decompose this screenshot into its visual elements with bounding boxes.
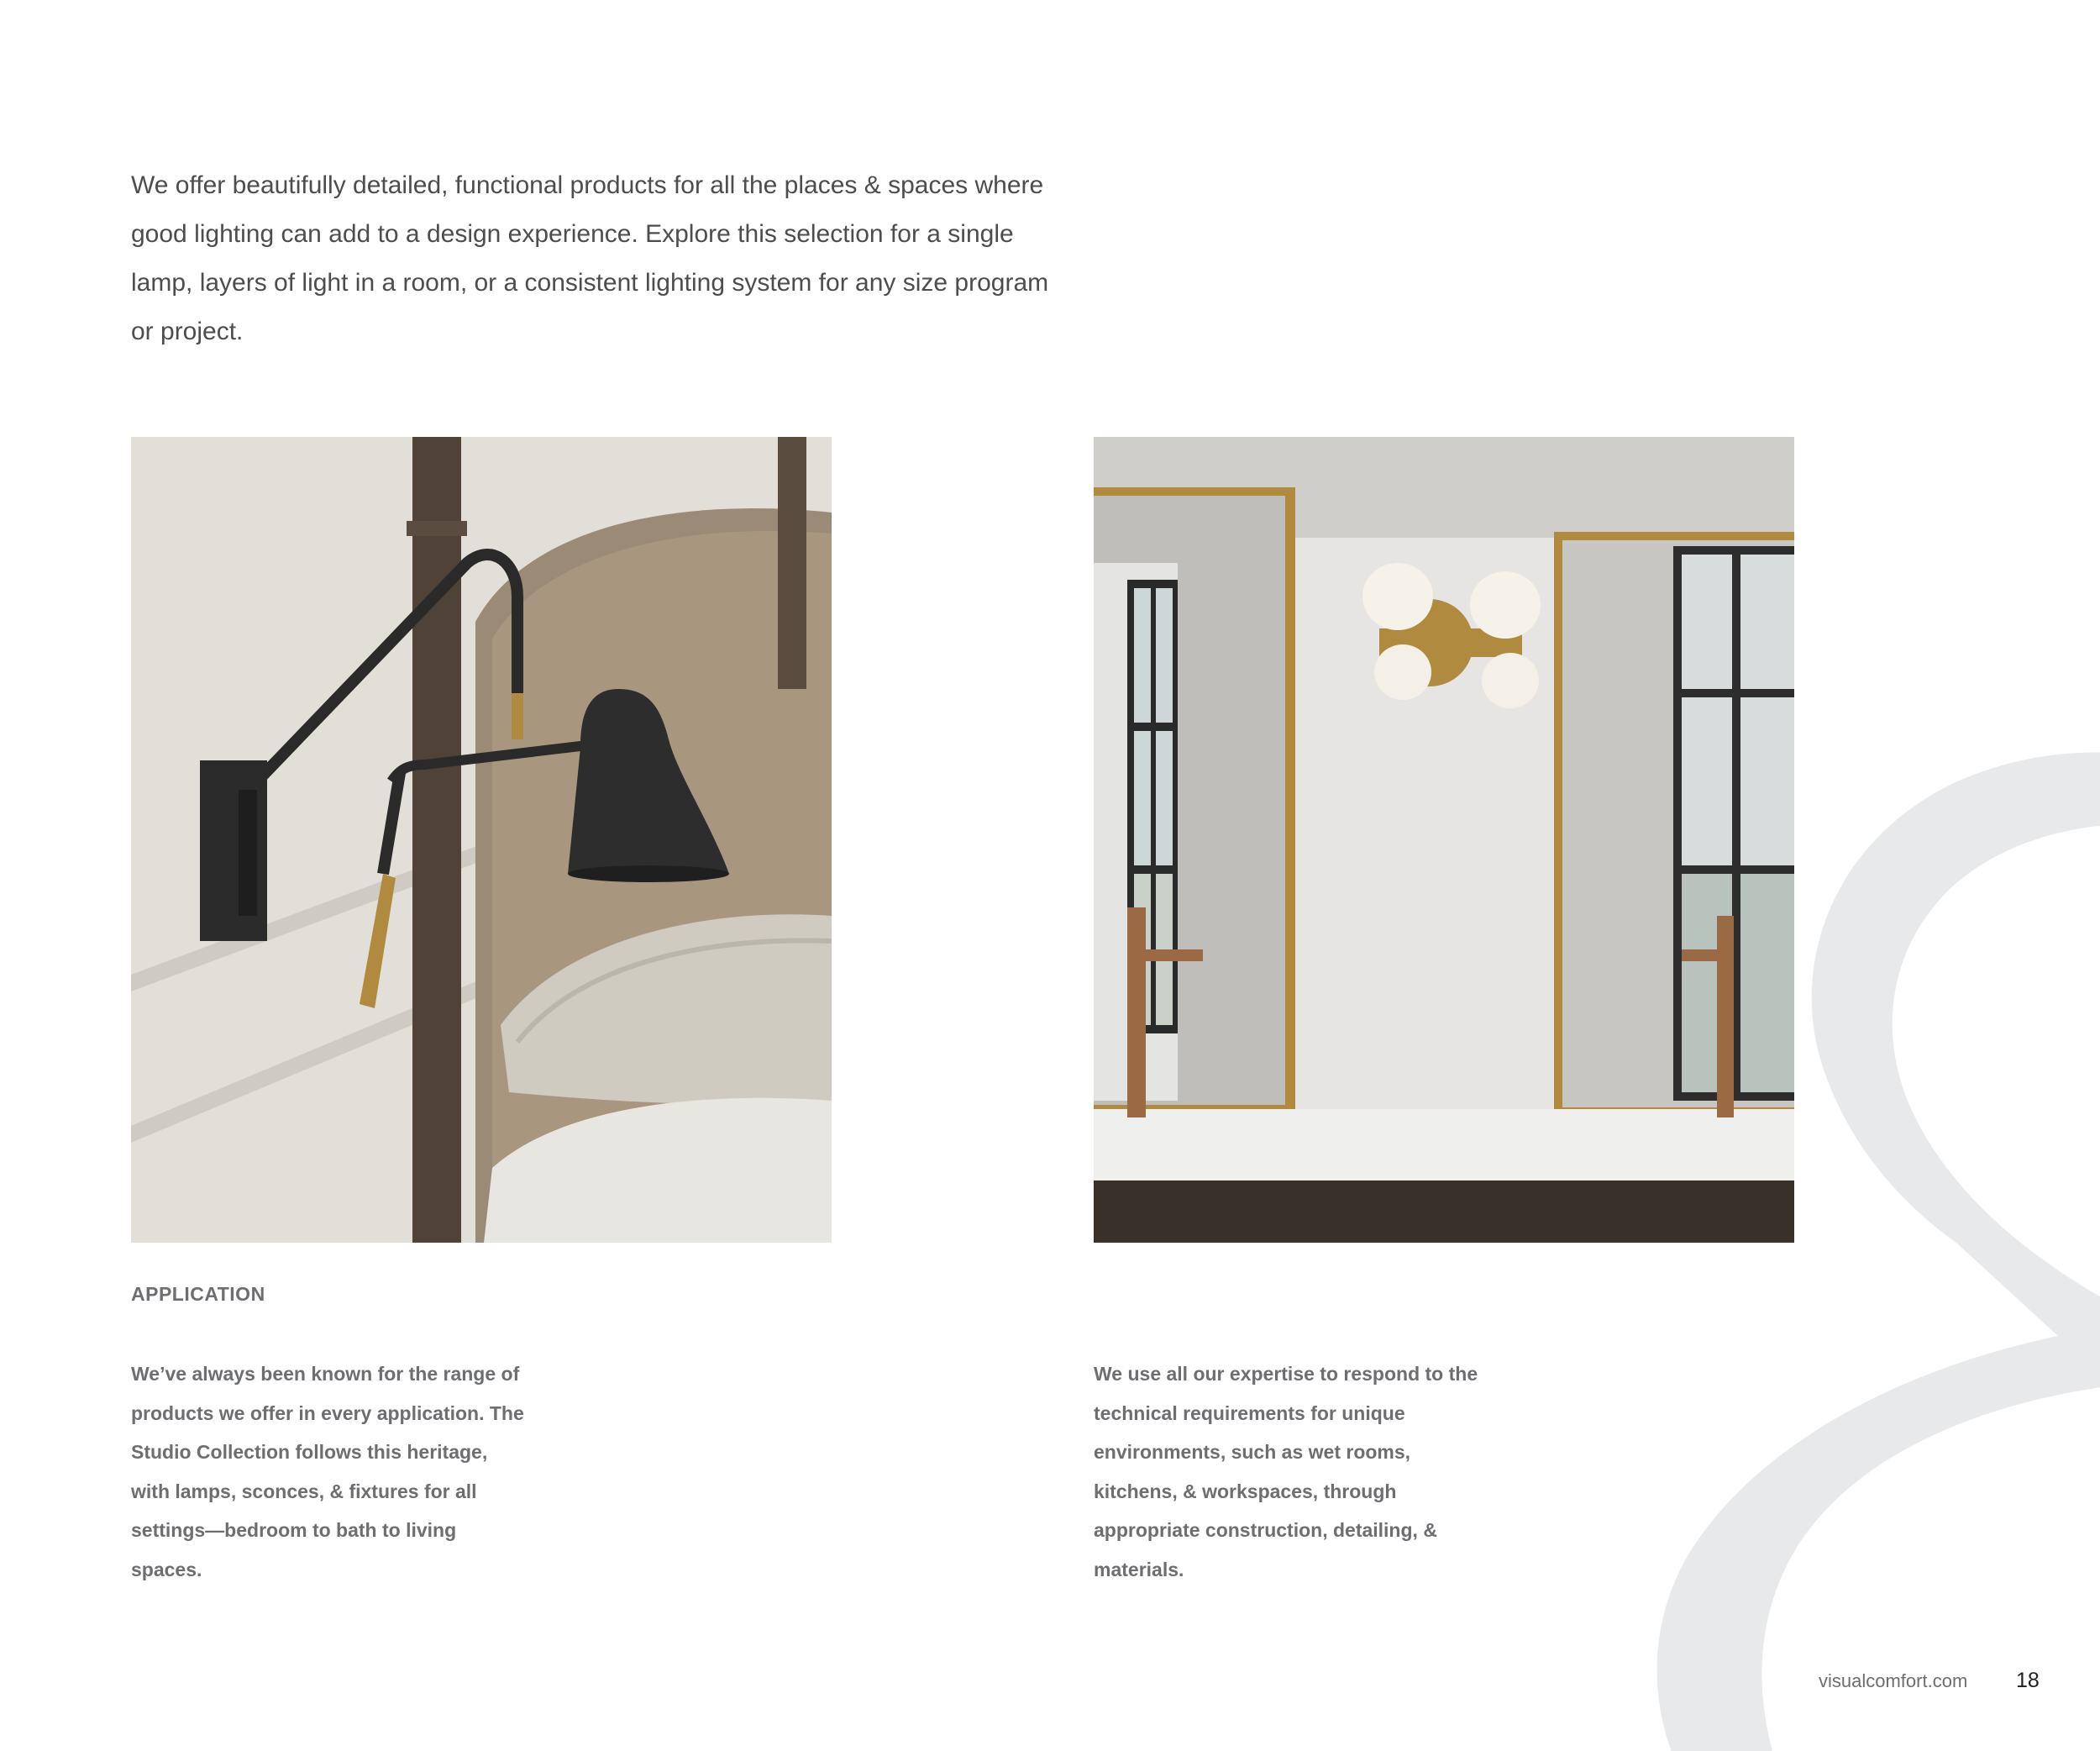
intro-paragraph: We offer beautifully detailed, functional products for all the places & spaces where good lighting can add to a design experience. Explore this selection for a single lamp, layers of light in a room, or a consistent lighting system for any size program or project. xyxy=(131,171,1049,345)
bedroom-sconce-photo xyxy=(131,437,832,1243)
section-label-application: APPLICATION xyxy=(131,1283,265,1305)
footer-website-link[interactable]: visualcomfort.com xyxy=(1819,1670,1968,1691)
caption-technical: We use all our expertise to respond to the technical requirements for unique environments, such as wet rooms, kitchens, & workspaces, through appropriate construction, detailing, & materials. xyxy=(1094,1363,1478,1580)
bathroom-sconce-photo xyxy=(1094,437,1794,1243)
bedroom-swing-arm-sconce-photo xyxy=(131,437,832,1243)
bathroom-globe-sconce-photo xyxy=(1094,437,1794,1243)
page-number: 18 xyxy=(2016,1669,2040,1692)
caption-application: We’ve always been known for the range of products we offer in every application. The Studio Collection follows this heritage, with lamps, sconces, & fixtures for all settings—bedroom to bath to living spaces. xyxy=(131,1363,524,1580)
